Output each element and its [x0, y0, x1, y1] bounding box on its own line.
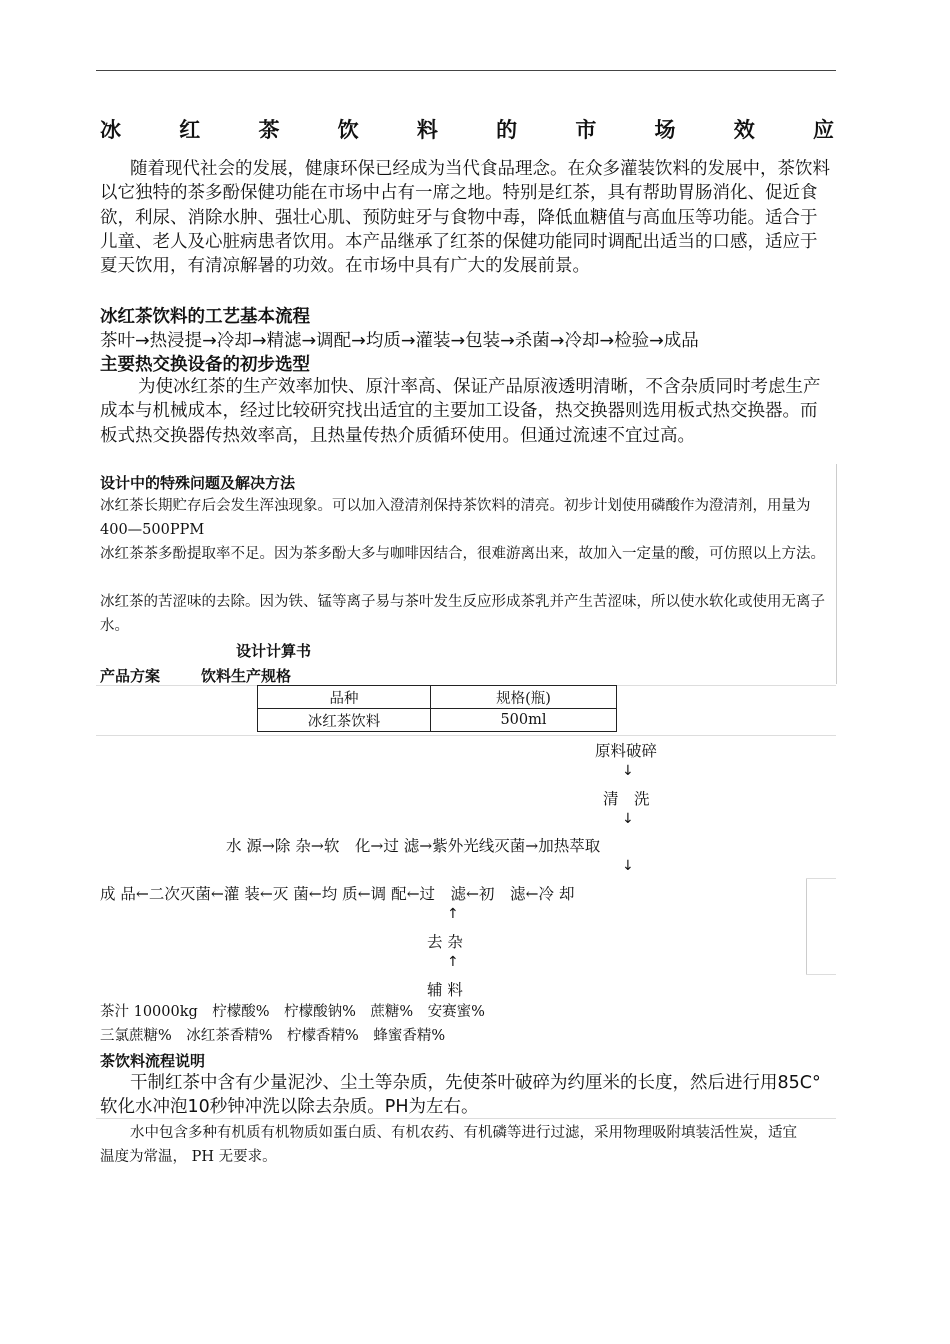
table-row [258, 709, 617, 732]
ingredients-line-2: 三氯蔗糖% 冰红茶香精% 柠檬香精% 蜂蜜香精% [100, 1028, 446, 1044]
document-title [100, 114, 834, 144]
diagram-auxiliary: 辅 料 [427, 981, 463, 999]
title-char: 料 [416, 118, 438, 142]
title-char: 的 [496, 118, 518, 142]
title-char: 效 [733, 118, 755, 142]
product-label: 产品方案 [100, 667, 161, 685]
diagram-raw-crush: 原料破碎 [595, 742, 658, 760]
table-header-cell: 品种 [258, 686, 431, 709]
flow-desc-text-2: 水中包含多种有机质有机物质如蛋白质、有机农药、有机磷等进行过滤，采用物理吸附填装活性炭，适宜温度为常温， PH 无要求。 [100, 1125, 797, 1165]
down-arrow-icon: ↓ [622, 763, 634, 779]
flow-desc-heading: 茶饮料流程说明 [100, 1052, 206, 1070]
title-char: 茶 [258, 118, 280, 142]
equipment-paragraph [100, 375, 830, 448]
down-arrow-icon: ↓ [622, 811, 634, 827]
ingredients-line-1: 茶汁 10000kg 柠檬酸% 柠檬酸钠% 蔗糖% 安赛蜜% [100, 1004, 485, 1020]
table-header-cell: 规格(瓶) [431, 686, 617, 709]
title-char: 场 [654, 118, 676, 142]
flow-desc-paragraph-2 [100, 1121, 800, 1169]
calc-heading: 设计计算书 [236, 642, 312, 660]
frame-line [806, 974, 836, 975]
flow-desc-text-1: 干制红茶中含有少量泥沙、尘土等杂质，先使茶叶破碎为约厘米的长度，然后进行用85C°软化水冲泡10秒钟冲洗以除去杂质。PH为左右。 [100, 1073, 821, 1118]
title-char: 冰 [100, 118, 121, 142]
diagram-water-line: 水 源→除 杂→软 化→过 滤→紫外光线灭菌→加热萃取 [226, 837, 601, 855]
flow-desc-paragraph-1 [100, 1071, 830, 1120]
table-cell: 冰红茶饮料 [258, 709, 431, 732]
table-cell: 500ml [431, 709, 617, 732]
frame-line [806, 878, 836, 879]
intro-text: 随着现代社会的发展，健康环保已经成为当代食品理念。在众多灌装饮料的发展中，茶饮料以它独特的茶多酚保健功能在市场中占有一席之地。特别是红茶，具有帮助胃肠消化、促近食欲，利尿、消除水肿、强壮心肌、预防蛀牙与食物中毒，降低血糖值与高血压等功能。适合于儿童、老人及心脏病患者饮用。本产品继承了红茶的保健功能同时调配出适当的口感，适应于夏天饮用，有清凉解暑的功效。在市场中具有广大的发展前景。 [100, 159, 830, 277]
header-rule [96, 70, 836, 71]
product-spec-label: 饮料生产规格 [201, 667, 292, 685]
down-arrow-icon: ↓ [622, 858, 634, 874]
divider [96, 735, 836, 736]
title-char: 市 [575, 118, 597, 142]
issue-2: 冰红茶茶多酚提取率不足。因为茶多酚大多与咖啡因结合，很难游离出来，故加入一定量的酸，可仿照以上方法。 [100, 546, 825, 562]
issues-heading: 设计中的特殊问题及解决方法 [100, 474, 296, 492]
up-arrow-icon: ↑ [447, 906, 459, 922]
issue-1: 冰红茶长期贮存后会发生浑浊现象。可以加入澄清剂保持茶饮料的清亮。初步计划使用磷酸作为澄清剂，用量为400—500PPM [100, 498, 811, 538]
intro-paragraph [100, 157, 830, 278]
frame-line [836, 464, 837, 684]
up-arrow-icon: ↑ [447, 954, 459, 970]
equipment-text: 为使冰红茶的生产效率加快、原汁率高、保证产品原液透明清晰，不含杂质同时考虑生产成本与机械成本，经过比较研究找出适宜的主要加工设备，热交换器则选用板式热交换器。而板式热交换器传热效率高，且热量传热介质循环使用。但通过流速不宜过高。 [100, 377, 821, 446]
spec-table [257, 685, 617, 732]
diagram-wash: 清 洗 [603, 790, 650, 808]
title-char: 红 [179, 118, 201, 142]
equipment-heading: 主要热交换设备的初步选型 [100, 355, 310, 375]
diagram-product-line: 成 品←二次灭菌←灌 装←灭 菌←均 质←调 配←过 滤←初 滤←冷 却 [100, 885, 575, 903]
title-char: 饮 [337, 118, 359, 142]
process-heading: 冰红茶饮料的工艺基本流程 [100, 307, 310, 327]
process-flow: 茶叶→热浸提→冷却→精滤→调配→均质→灌装→包装→杀菌→冷却→检验→成品 [100, 331, 699, 351]
title-char: 应 [812, 118, 834, 142]
issue-3: 冰红茶的苦涩味的去除。因为铁、锰等离子易与茶叶发生反应形成茶乳并产生苦涩味，所以使水软化或使用无离子水。 [100, 594, 825, 634]
diagram-remove-impurity: 去 杂 [427, 933, 463, 951]
divider [96, 1118, 836, 1119]
table-header-row [258, 686, 617, 709]
frame-line [806, 878, 807, 974]
